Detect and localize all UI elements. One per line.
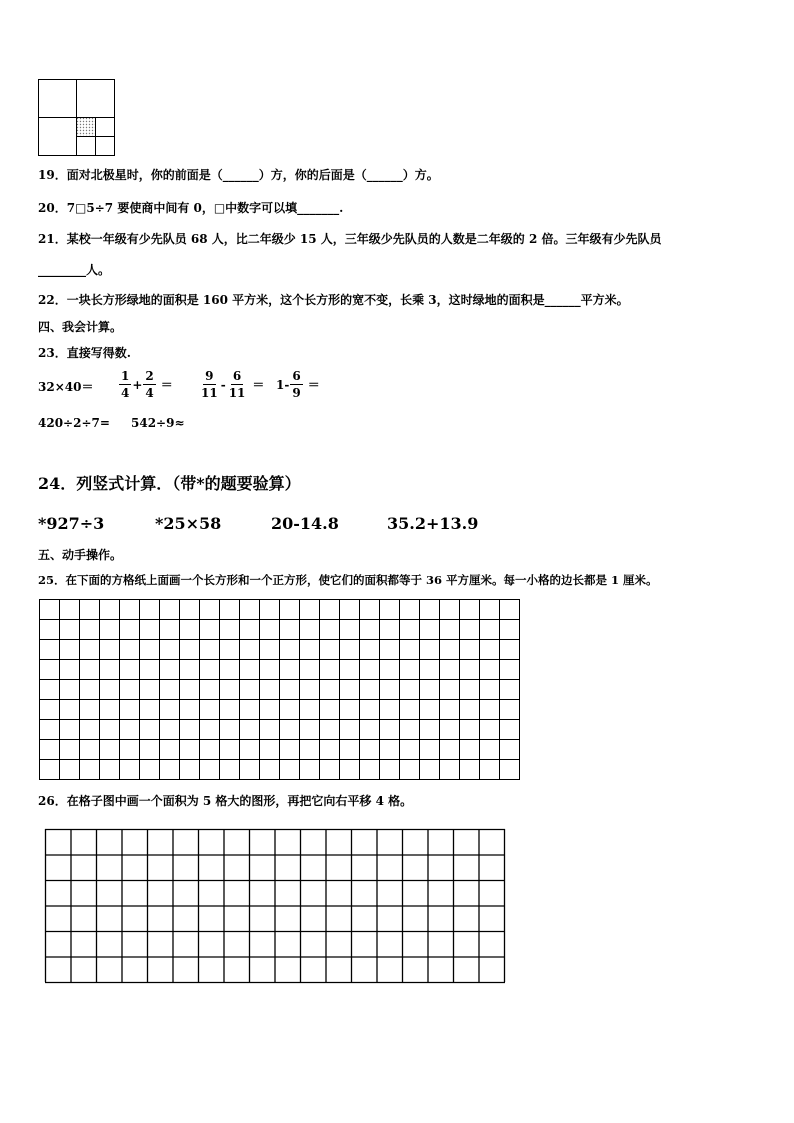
q24-item-2: *25×58 [155, 514, 222, 533]
q23-item-3: $\frac{9}{11}$ - $\frac{6}{11}$ ＝ [201, 369, 265, 400]
question-22: 22．一块长方形绿地的面积是 160 平方米，这个长方形的宽不变，长乘 3，这时绿地的面积是______平方米。 [38, 293, 629, 307]
question-21-line2: ________人。 [38, 263, 111, 277]
q23-item-1-text: 32×40＝ [38, 380, 94, 394]
question-23-title: 23．直接写得数. [38, 346, 131, 360]
question-25: 25．在下面的方格纸上面画一个长方形和一个正方形，使它们的面积都等于 36 平方厘米。每一小格的边长都是 1 厘米。 [38, 573, 658, 587]
fraction: $\frac{6}{11}$ [228, 369, 246, 400]
q23-item-6-text: 542÷9≈ [131, 416, 185, 430]
fraction: $\frac{6}{9}$ [292, 369, 301, 400]
shaded-cell [77, 118, 96, 137]
q23-item-5-text: 420÷2÷7= [38, 416, 110, 430]
question-20: 20．7□5÷7 要使商中间有 0，□中数字可以填_______. [38, 201, 344, 215]
question-26: 26．在格子图中画一个面积为 5 格大的图形，再把它向右平移 4 格。 [38, 794, 413, 808]
grid-paper-26[interactable] [44, 828, 506, 984]
q24-item-3: 20-14.8 [271, 514, 339, 533]
question-24-title: 24．列竖式计算．（带*的题要验算） [38, 474, 301, 493]
q24-item-1: *927÷3 [38, 514, 105, 533]
section-4-title: 四、我会计算。 [38, 320, 123, 334]
q23-item-5 [38, 416, 110, 430]
question-19: 19．面对北极星时，你的前面是（______）方，你的后面是（______）方。 [38, 168, 439, 182]
section-5-title: 五、动手操作。 [38, 548, 123, 562]
fraction: $\frac{1}{4}$ [121, 369, 130, 400]
q23-item-1 [38, 378, 93, 395]
q23-item-4: 1- $\frac{6}{9}$ ＝ [276, 369, 320, 400]
square-division-figure [37, 78, 117, 158]
q23-item-6 [131, 416, 185, 430]
fraction: $\frac{9}{11}$ [201, 369, 218, 400]
q23-item-2: $\frac{1}{4}$ + $\frac{2}{4}$ ＝ [121, 369, 173, 400]
grid-paper-25[interactable] [38, 598, 520, 780]
fraction: $\frac{2}{4}$ [145, 369, 154, 400]
q24-item-4: 35.2+13.9 [387, 514, 479, 533]
question-21-line1: 21．某校一年级有少先队员 68 人，比二年级少 15 人，三年级少先队员的人数是二年级的 2 倍。三年级有少先队员 [38, 232, 662, 246]
